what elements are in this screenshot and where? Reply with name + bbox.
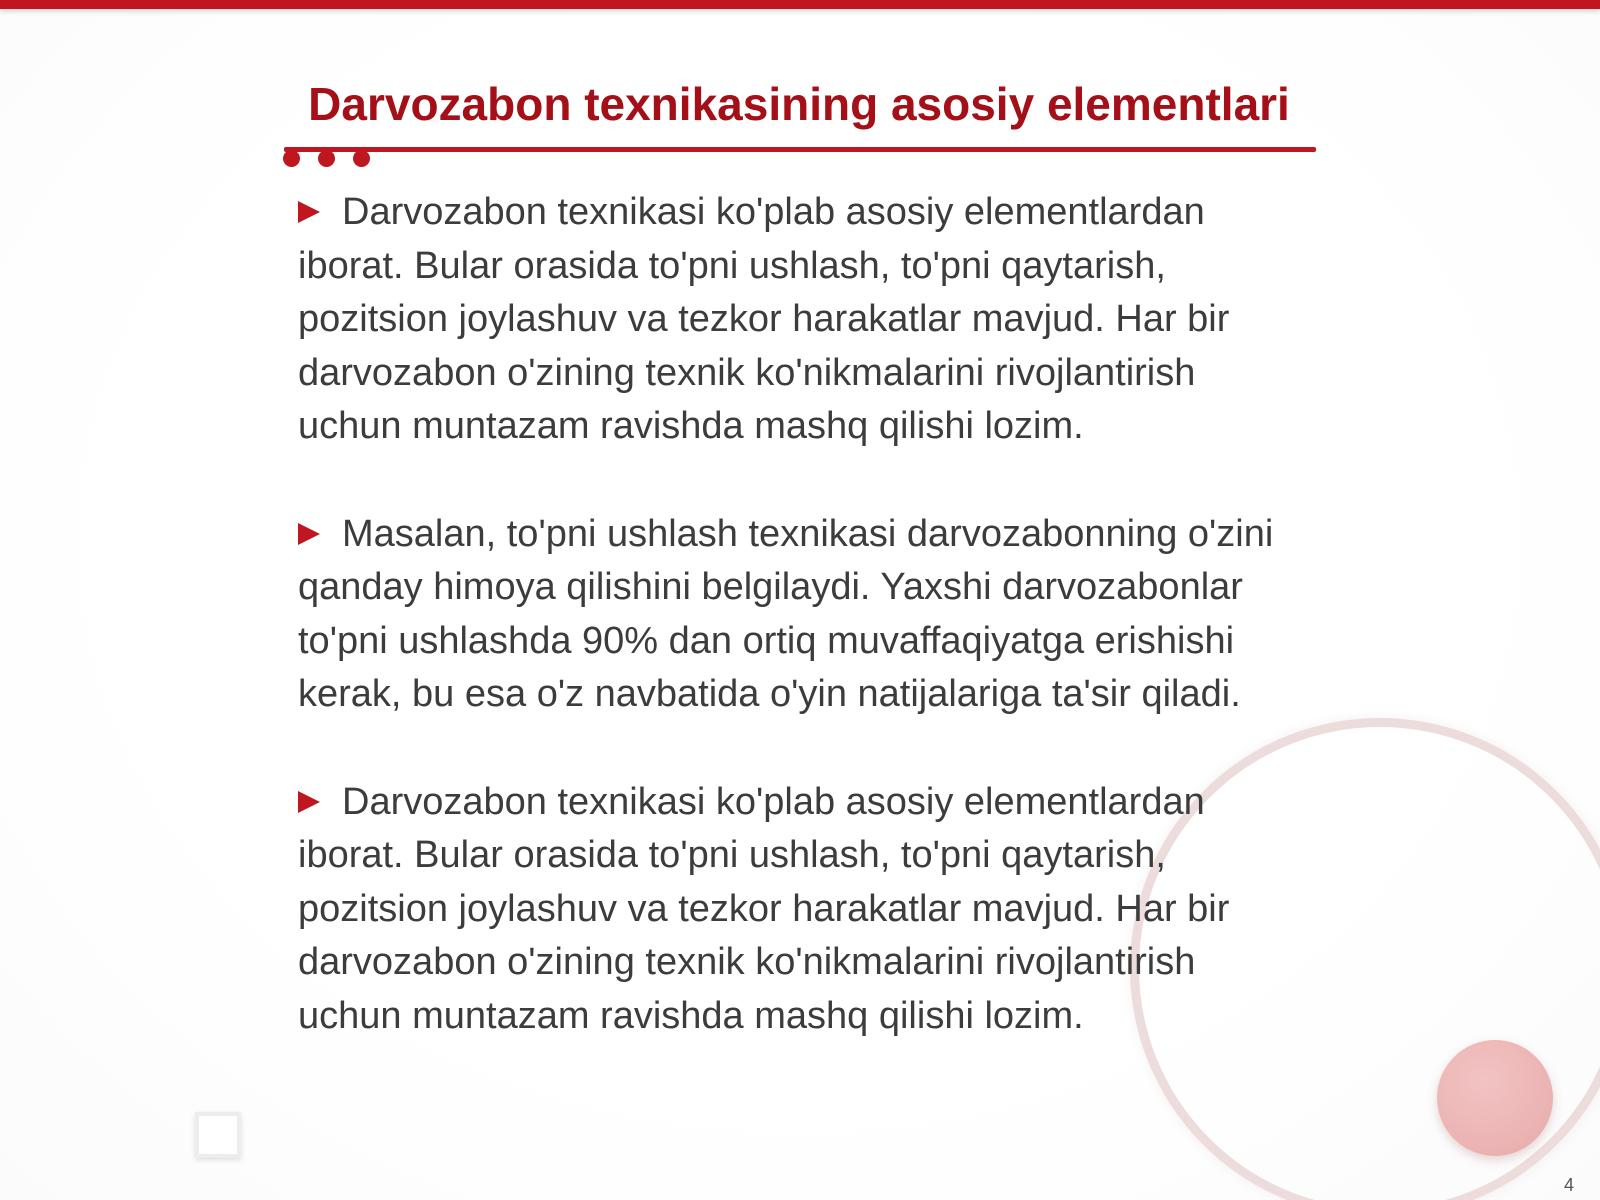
bullet-text: Darvozabon texnikasi ko'plab asosiy elementlardan iborat. Bular orasida to'pni ushlash, to'pni qaytarish, pozitsion joylashuv va tezkor harakatlar mavjud. Har bir darvozabon o'zining texnik ko'nikmalarini rivojlantirish uchun muntazam ravishda mashq qilishi lozim. [298, 191, 1230, 447]
triangle-right-icon [298, 201, 320, 223]
decorative-square [195, 1112, 241, 1158]
title-underline [284, 147, 1316, 152]
bullet-paragraph [298, 508, 1308, 722]
bullet-paragraph [298, 186, 1308, 454]
title-dot [283, 150, 300, 167]
page-number: 4 [1563, 1175, 1574, 1195]
title-dot [318, 150, 335, 167]
triangle-right-icon [298, 523, 320, 545]
slide-title: Darvozabon texnikasining asosiy elementlari [308, 78, 1290, 130]
title-dot [353, 150, 370, 167]
top-accent-bar [0, 0, 1600, 9]
triangle-right-icon [298, 791, 320, 813]
bullet-text: Darvozabon texnikasi ko'plab asosiy elementlardan iborat. Bular orasida to'pni ushlash, to'pni qaytarish, pozitsion joylashuv va tezkor harakatlar mavjud. Har bir darvozabon o'zining texnik ko'nikmalarini rivojlantirish uchun muntazam ravishda mashq qilishi lozim. [298, 780, 1230, 1037]
bullet-text: Masalan, to'pni ushlash texnikasi darvozabonning o'zini qanday himoya qilishini belgilaydi. Yaxshi darvozabonlar to'pni ushlashda 90% dan ortiq muvaffaqiyatga erishishi kerak, bu esa o'z navbatida o'yin natijalariga ta'sir qiladi. [298, 512, 1274, 715]
decorative-disc [1437, 1040, 1553, 1156]
slide-body [298, 186, 1308, 1097]
bullet-paragraph [298, 776, 1308, 1044]
